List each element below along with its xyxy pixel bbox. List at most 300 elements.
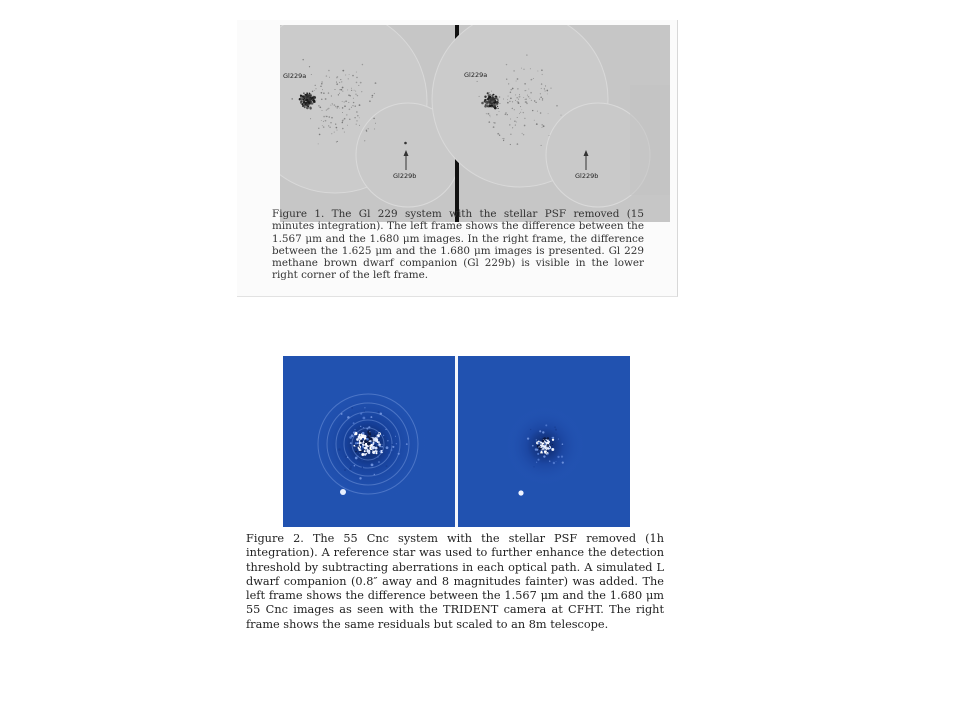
speckle [503, 98, 504, 99]
speckle [335, 124, 336, 125]
speckle [321, 99, 322, 100]
speckle [540, 93, 541, 94]
speckle [318, 105, 319, 106]
speckle [493, 122, 494, 123]
speckle [339, 93, 340, 94]
speckle [512, 101, 513, 102]
speckle [524, 83, 525, 84]
speckle [310, 101, 312, 103]
speckle [364, 407, 365, 408]
speckle [359, 444, 360, 445]
speckle [512, 127, 513, 128]
speckle [507, 99, 508, 100]
speckle [372, 450, 373, 451]
speckle [556, 105, 558, 107]
speckle [311, 99, 312, 100]
speckle [525, 90, 526, 91]
speckle [350, 442, 352, 444]
speckle [547, 437, 549, 439]
speckle [523, 69, 524, 70]
speckle [334, 89, 335, 90]
speckle [398, 453, 400, 455]
speckle [488, 99, 489, 100]
speckle [310, 118, 311, 119]
speckle [321, 81, 323, 83]
speckle [524, 99, 525, 100]
speckle [326, 75, 327, 76]
speckle [355, 446, 356, 447]
speckle [351, 90, 352, 91]
speckle [561, 456, 563, 458]
speckle [373, 118, 375, 120]
speckle [556, 434, 557, 435]
speckle [341, 413, 343, 415]
speckle [541, 124, 543, 126]
speckle [362, 456, 363, 457]
speckle [304, 105, 306, 107]
speckle [542, 445, 544, 447]
speckle [536, 439, 537, 440]
speckle [496, 114, 497, 115]
speckle [508, 96, 509, 97]
speckle [336, 130, 337, 131]
speckle [507, 102, 509, 104]
speckle [346, 114, 347, 115]
speckle [378, 411, 380, 413]
speckle [539, 430, 541, 432]
speckle [342, 122, 344, 124]
speckle [377, 444, 378, 445]
speckle [503, 140, 504, 141]
fig1-right-companion-label: Gl229b [575, 172, 599, 180]
speckle [342, 119, 343, 120]
speckle [359, 477, 361, 479]
speckle [351, 88, 352, 89]
fig1-right-primary-label: Gl229a [464, 71, 488, 79]
speckle [354, 117, 355, 118]
speckle [353, 422, 355, 424]
speckle [516, 81, 517, 82]
speckle [549, 450, 550, 451]
speckle [303, 103, 305, 105]
speckle [374, 93, 375, 94]
speckle [337, 106, 339, 108]
speckle [382, 444, 383, 445]
speckle [562, 443, 564, 445]
speckle [526, 55, 527, 56]
speckle [556, 461, 557, 462]
speckle [349, 74, 350, 75]
speckle [319, 134, 321, 136]
speckle [552, 437, 554, 439]
speckle [340, 79, 341, 80]
speckle [395, 436, 396, 437]
speckle [386, 444, 387, 445]
speckle [353, 102, 354, 103]
speckle [344, 132, 345, 133]
speckle [540, 441, 541, 442]
speckle [515, 125, 516, 126]
speckle [487, 100, 488, 101]
speckle [383, 435, 384, 436]
speckle [371, 447, 372, 448]
speckle [496, 105, 498, 107]
speckle [561, 115, 562, 116]
speckle [344, 101, 345, 102]
speckle [355, 94, 356, 95]
speckle [360, 412, 362, 414]
speckle [375, 438, 378, 441]
speckle [485, 103, 487, 105]
speckle [543, 449, 545, 451]
speckle [386, 465, 388, 467]
speckle [388, 455, 389, 456]
speckle [369, 431, 370, 432]
speckle [309, 66, 310, 67]
speckle [488, 92, 490, 94]
speckle [527, 95, 528, 96]
speckle [523, 134, 524, 135]
speckle [300, 99, 301, 100]
speckle [352, 105, 353, 106]
speckle [356, 124, 357, 125]
speckle [542, 439, 545, 442]
speckle [336, 82, 337, 83]
speckle [510, 92, 512, 94]
speckle [375, 82, 377, 84]
speckle [325, 120, 327, 122]
speckle [497, 133, 499, 135]
speckle [516, 97, 518, 99]
speckle [387, 440, 388, 441]
speckle [320, 86, 321, 87]
speckle [528, 96, 529, 97]
speckle [367, 450, 369, 452]
speckle [361, 459, 363, 461]
speckle [508, 83, 509, 84]
speckle [347, 89, 348, 90]
speckle [325, 98, 327, 100]
speckle [306, 107, 309, 110]
figure-1 [237, 20, 678, 297]
speckle [353, 431, 355, 433]
figure-2-image [283, 356, 630, 527]
speckle [392, 446, 394, 448]
speckle [370, 441, 373, 444]
fig1-left-primary-label: Gl229a [283, 72, 307, 80]
speckle [308, 105, 309, 106]
speckle [536, 123, 538, 125]
speckle [327, 109, 328, 110]
speckle [378, 437, 379, 438]
speckle [530, 68, 531, 69]
figure-2-caption [246, 532, 664, 632]
speckle [339, 89, 340, 90]
speckle [336, 127, 338, 129]
speckle [366, 453, 367, 454]
speckle [291, 98, 293, 100]
speckle [364, 410, 365, 411]
speckle [509, 124, 510, 125]
speckle [499, 96, 501, 98]
speckle [330, 105, 331, 106]
speckle [364, 450, 366, 452]
speckle [519, 94, 520, 95]
speckle [338, 448, 341, 451]
speckle [371, 464, 374, 467]
speckle [492, 95, 493, 96]
speckle [356, 82, 358, 84]
speckle [498, 111, 499, 112]
speckle [379, 445, 381, 447]
speckle [396, 443, 397, 444]
speckle [329, 77, 330, 78]
speckle [537, 453, 539, 455]
speckle [323, 126, 324, 127]
speckle [321, 83, 323, 85]
speckle [373, 439, 375, 441]
speckle [362, 467, 364, 469]
speckle [503, 138, 505, 140]
speckle [541, 145, 542, 146]
speckle [368, 426, 370, 428]
speckle [355, 91, 356, 92]
speckle [520, 106, 521, 107]
speckle [555, 429, 557, 431]
speckle [302, 59, 304, 61]
speckle [363, 443, 365, 445]
speckle [546, 448, 547, 449]
speckle [550, 88, 551, 89]
speckle [489, 115, 490, 116]
speckle [518, 99, 519, 100]
speckle [315, 88, 316, 89]
speckle [526, 101, 527, 102]
speckle [525, 98, 527, 100]
speckle [539, 99, 540, 100]
speckle [511, 89, 512, 90]
speckle [378, 433, 380, 435]
speckle [359, 125, 360, 126]
speckle [377, 456, 378, 457]
speckle [519, 113, 520, 114]
speckle [531, 100, 532, 101]
speckle [512, 88, 514, 90]
speckle [349, 108, 351, 110]
speckle [381, 446, 383, 448]
speckle [523, 97, 524, 98]
speckle [517, 88, 518, 89]
speckle [517, 101, 518, 102]
speckle [378, 461, 380, 463]
speckle [358, 447, 360, 449]
speckle [551, 435, 553, 437]
speckle [345, 100, 346, 101]
speckle [309, 92, 310, 93]
speckle [322, 125, 323, 126]
speckle [356, 77, 357, 78]
speckle [490, 94, 491, 95]
speckle [303, 101, 304, 102]
speckle [355, 106, 356, 107]
speckle [361, 427, 362, 428]
speckle [354, 429, 355, 430]
speckle [505, 114, 506, 115]
speckle [329, 126, 331, 128]
speckle [336, 83, 338, 85]
speckle [517, 117, 518, 118]
speckle [509, 101, 510, 102]
speckle [361, 91, 362, 92]
speckle [349, 468, 352, 471]
speckle [331, 95, 332, 96]
speckle [505, 112, 507, 114]
speckle [339, 108, 340, 109]
speckle [364, 446, 366, 448]
speckle [347, 457, 349, 459]
speckle [328, 108, 329, 109]
speckle [520, 112, 521, 113]
speckle [363, 453, 364, 454]
speckle [494, 122, 495, 123]
speckle [538, 442, 539, 443]
speckle [362, 432, 365, 435]
speckle [325, 116, 326, 117]
speckle [374, 435, 375, 436]
speckle [491, 91, 492, 92]
speckle [337, 141, 338, 142]
speckle [351, 434, 354, 437]
speckle [540, 96, 542, 98]
speckle [313, 100, 316, 103]
speckle [539, 450, 541, 452]
speckle [323, 121, 324, 122]
speckle [351, 407, 353, 409]
speckle [326, 109, 327, 110]
speckle [506, 64, 507, 65]
speckle [328, 125, 329, 126]
speckle [367, 442, 371, 446]
speckle [499, 135, 500, 136]
speckle [370, 416, 372, 418]
speckle [406, 443, 408, 445]
speckle [353, 445, 355, 447]
speckle [534, 100, 535, 101]
speckle [358, 449, 359, 450]
speckle [309, 107, 311, 109]
speckle [307, 93, 308, 94]
speckle [549, 135, 550, 136]
speckle [514, 121, 515, 122]
speckle [329, 116, 331, 118]
speckle [391, 449, 393, 451]
speckle [528, 89, 529, 90]
speckle [536, 462, 537, 463]
speckle [341, 81, 342, 82]
speckle [376, 423, 378, 425]
figure-1-image [280, 25, 670, 222]
speckle [488, 121, 490, 123]
speckle [546, 439, 547, 440]
speckle [529, 98, 530, 99]
speckle [357, 442, 359, 444]
speckle [318, 143, 319, 144]
fig1-left-companion-label: Gl229b [393, 172, 417, 180]
speckle [368, 128, 369, 129]
speckle [306, 98, 307, 99]
speckle [554, 426, 556, 428]
speckle [372, 424, 373, 425]
fig2-left-frame [306, 382, 430, 506]
speckle [535, 102, 536, 103]
speckle [542, 127, 543, 128]
speckle [524, 125, 526, 127]
speckle [344, 105, 346, 107]
speckle [359, 104, 361, 106]
speckle [342, 128, 344, 130]
speckle [335, 106, 337, 108]
speckle [502, 138, 503, 139]
speckle [493, 106, 495, 108]
speckle [313, 96, 316, 99]
speckle [376, 444, 378, 446]
speckle [337, 107, 338, 108]
speckle [366, 428, 368, 430]
speckle [363, 417, 366, 420]
speckle [521, 68, 522, 69]
speckle [553, 462, 555, 464]
speckle [347, 416, 350, 419]
figure-1-caption [272, 208, 644, 282]
speckle [355, 442, 357, 444]
speckle [373, 437, 374, 438]
speckle [486, 99, 487, 100]
speckle [510, 144, 511, 145]
speckle [356, 111, 357, 112]
speckle [542, 451, 544, 453]
speckle [355, 457, 358, 460]
speckle [517, 143, 519, 145]
speckle [347, 125, 348, 126]
speckle [558, 439, 559, 440]
speckle [366, 438, 369, 441]
speckle [496, 101, 499, 104]
speckle [342, 112, 343, 113]
speckle [532, 110, 533, 111]
speckle [303, 99, 304, 100]
speckle [542, 99, 543, 100]
speckle [326, 116, 327, 117]
speckle [499, 103, 500, 104]
speckle [552, 444, 553, 445]
speckle [366, 131, 367, 132]
speckle [359, 434, 361, 436]
speckle [481, 102, 484, 105]
speckle [374, 128, 375, 129]
speckle [497, 106, 498, 107]
figure-1-caption-text: Figure 1. The Gl 229 system with the stellar PSF removed (15 minutes integration). The left frame shows the difference between the 1.567 μm and the 1.680 μm images. In the right frame, the difference between the 1.625 μm and the 1.680 μm images is presented. Gl 229 methane brown dwarf companion (Gl 229b) is visible in the lower right corner of the left frame. [272, 208, 644, 282]
speckle [490, 116, 491, 117]
speckle [540, 437, 541, 438]
speckle [497, 98, 499, 100]
speckle [550, 448, 551, 449]
speckle [354, 465, 356, 467]
speckle [541, 88, 542, 89]
speckle [530, 92, 532, 94]
speckle [375, 447, 378, 450]
speckle [375, 123, 376, 124]
speckle [349, 119, 350, 120]
